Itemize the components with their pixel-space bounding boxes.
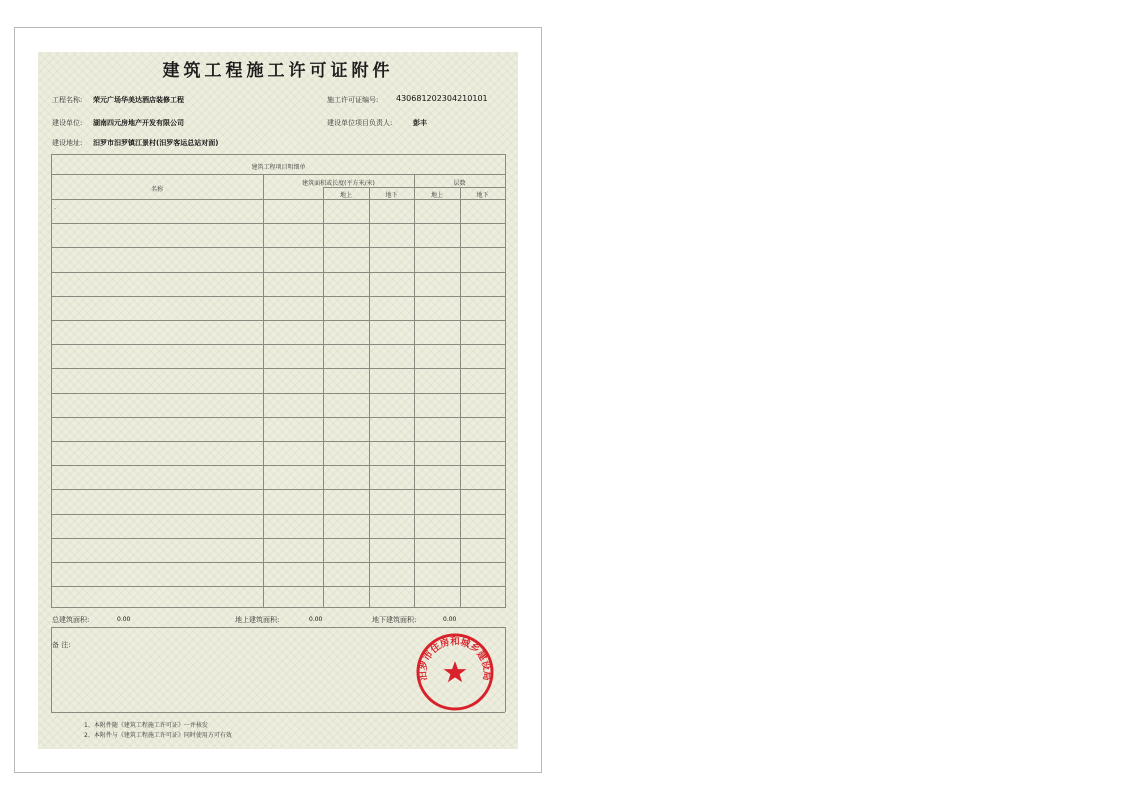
table-col-line xyxy=(460,187,461,607)
table-row-line xyxy=(51,344,505,345)
permit-number-value: 430681202304210101 xyxy=(396,94,488,103)
below-ground-area-value: 0.00 xyxy=(443,616,457,623)
total-area-label: 总建筑面积: xyxy=(52,616,90,624)
table-row-line xyxy=(51,514,505,515)
total-area-value: 0.00 xyxy=(117,616,131,623)
table-row-line xyxy=(51,465,505,466)
table-row-line xyxy=(51,586,505,587)
remarks-label: 备 注: xyxy=(52,641,71,649)
table-col-line xyxy=(369,187,370,607)
totals-line xyxy=(51,627,505,628)
permit-attachment xyxy=(38,52,518,749)
first-row-mark: · xyxy=(54,206,56,213)
construction-unit-value: 湖南四元房地产开发有限公司 xyxy=(93,119,184,127)
address-label: 建设地址: xyxy=(52,139,83,147)
table-row-line xyxy=(51,393,505,394)
table-row-line xyxy=(51,247,505,248)
below-ground-area-label: 地下建筑面积: xyxy=(372,616,417,624)
address-value: 汨罗市汨罗镇江景村(汨罗客运总站对面) xyxy=(93,139,219,147)
table-row-line xyxy=(51,296,505,297)
note-1: 1、本附件随《建筑工程施工许可证》一并核发 xyxy=(84,722,208,729)
remarks-border-right xyxy=(505,627,506,712)
table-row-line xyxy=(51,320,505,321)
project-manager-label: 建设单位项目负责人: xyxy=(327,119,393,127)
col-header-floors: 层数 xyxy=(453,180,466,187)
project-name-value: 荣元广场华美达酒店装修工程 xyxy=(93,96,184,104)
official-seal-stamp xyxy=(415,632,495,712)
table-border-bottom xyxy=(51,607,505,608)
seal-star-icon xyxy=(444,661,467,682)
remarks-border-left xyxy=(51,627,52,712)
table-row-line xyxy=(51,538,505,539)
table-row-line xyxy=(51,562,505,563)
col-header-area: 建筑面积或长度(平方米/米) xyxy=(302,180,375,187)
table-col-line xyxy=(323,187,324,607)
table-header-bottom-line xyxy=(51,199,505,200)
document-title: 建筑工程施工许可证附件 xyxy=(162,61,394,81)
col-header-name: 名称 xyxy=(150,186,163,193)
table-border-top xyxy=(51,154,505,155)
seal-text: 汨罗市住房和城乡建设局 xyxy=(417,636,493,681)
table-border-right xyxy=(505,154,506,608)
table-border-left xyxy=(51,154,52,607)
remarks-bottom-line xyxy=(51,712,505,713)
subheader-floors-above: 地上 xyxy=(430,192,443,199)
above-ground-area-value: 0.00 xyxy=(309,616,323,623)
table-row-line xyxy=(51,223,505,224)
subheader-area-above: 地上 xyxy=(339,192,352,199)
project-name-label: 工程名称: xyxy=(52,96,83,104)
table-row-line xyxy=(51,368,505,369)
table-col-line xyxy=(414,174,415,607)
table-row-line xyxy=(51,417,505,418)
permit-number-label: 施工许可证编号: xyxy=(327,96,379,104)
subheader-floors-below: 地下 xyxy=(476,192,489,199)
table-row-line xyxy=(51,441,505,442)
table-col-line xyxy=(263,174,264,607)
subheader-area-below: 地下 xyxy=(385,192,398,199)
above-ground-area-label: 地上建筑面积: xyxy=(235,616,280,624)
note-2: 2、本附件与《建筑工程施工许可证》同时使用方可有效 xyxy=(84,732,232,739)
construction-unit-label: 建设单位: xyxy=(52,119,83,127)
table-header-line xyxy=(51,174,505,175)
table-row-line xyxy=(51,489,505,490)
project-manager-value: 彭丰 xyxy=(413,119,427,127)
table-row-line xyxy=(51,272,505,273)
table-caption: 建筑工程项目明细单 xyxy=(251,164,306,171)
